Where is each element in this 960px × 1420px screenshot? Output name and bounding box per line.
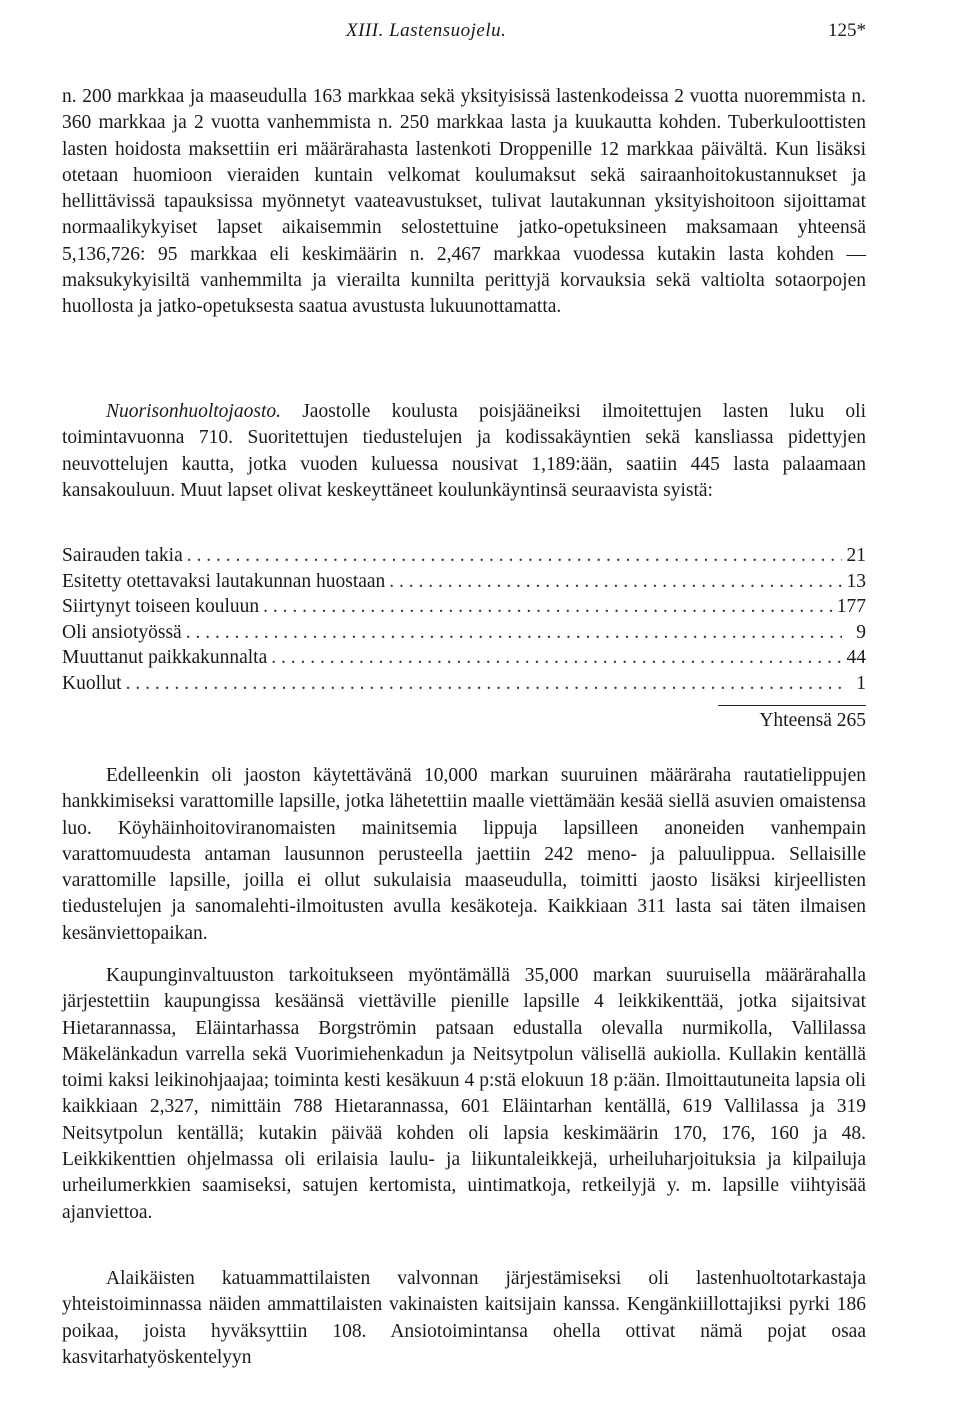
table-row: [62, 596, 866, 622]
section-lead-heading: Nuorisonhuoltojaosto.: [106, 401, 281, 422]
dropout-reasons-table: [62, 545, 866, 698]
table-row: [62, 571, 866, 597]
row-label: Esitetty otettavaksi lautakunnan huostaan: [62, 570, 386, 592]
row-value: 1: [856, 672, 866, 694]
paragraph-5: Alaikäisten katuammattilaisten valvonnan järjestämiseksi oli lastenhuoltotarkastaja yhteistoiminnassa näiden ammattilaisten vakinaisten kaitsijain kanssa. Kengänkiillottajiksi pyrki 186 poikaa, joista hyväksyttiin 108. Ansiotoimintansa ohella ottivat nämä pojat osaa kasvitarhatyöskentelyyn: [62, 1268, 866, 1368]
row-label: Kuollut: [62, 672, 122, 694]
paragraph-4: Kaupunginvaltuuston tarkoitukseen myöntämällä 35,000 markan suuruisella määrärahalla järjestettiin kaupungissa kesäänsä viettäville pienille lapsille 4 leikkikenttää, jotka sijaitsivat Hietarannassa, Eläintarhassa Borgströmin patsaan edustalla olevalla nurmikolla, Vallilassa Mäkelänkadun varrella sekä Vuorimiehenkadun ja Neitsytpolun välisellä aukiolla. Kullakin kentällä toimi kaksi leikinohjaajaa; toiminta kesti kesäkuun 4 p:stä elokuun 18 p:ään. Ilmoittautuneita lapsia oli kaikkiaan 2,327, nimittäin 788 Hietarannassa, 601 Eläintarhan kentällä, 619 Vallilassa ja 319 Neitsytpolun kentällä; kutakin päivää kohden oli lapsia keskimäärin 170, 176, 160 ja 48. Leikkikenttien ohjelmassa oli erilaisia laulu- ja liikuntaleikkejä, urheiluharjoituksia ja kilpailuja urheilumerkkien saamiseksi, satujen kertomista, uintimatkoja, retkeilyjä y. m. lapsille viihtyisää ajanviettoa.: [62, 965, 866, 1223]
row-label: Oli ansiotyössä: [62, 621, 182, 643]
paragraph-3: Edelleenkin oli jaoston käytettävänä 10,000 markan suuruinen määräraha rautatielippujen hankkimiseksi varattomille lapsille, jotka lähetettiin maalle viettämään kesää siellä asuvien omaistensa luo. Köyhäinhoitoviranomaisten mainitsemia lippuja lapsilleen anoneiden vanhempain varattomuudesta antaman lausunnon perusteella jaettiin 242 meno- ja paluulippua. Sellaisille varattomille lapsille, joilla ei ollut sukulaisia maaseudulla, toimitti jaosto lisäksi kirjeellisten tiedustelujen ja sanomalehti-ilmoitusten avulla kesäkoteja. Kaikkiaan 311 lasta sai täten ilmaisen kesänviettopaikan.: [62, 765, 866, 944]
paragraph-2-text: Jaostolle koulusta poisjääneiksi ilmoitettujen lasten luku oli toimintavuonna 710. Suoritettujen tiedustelujen ja kodissakäyntien sekä kansliassa pidettyjen neuvottelujen kautta, jotka vuoden kuluessa nousivat 1,189:ään, saatiin 445 lasta palaamaan kansakouluun. Muut lapset olivat keskeyttäneet koulunkäyntinsä seuraavista syistä:: [62, 401, 866, 501]
table-row: [62, 622, 866, 648]
leader-dots: [271, 647, 842, 669]
leader-dots: [263, 596, 833, 618]
row-label: Siirtynyt toiseen kouluun: [62, 596, 260, 617]
leader-dots: [186, 622, 842, 644]
table-row: [62, 545, 866, 571]
leader-dots: [389, 571, 842, 593]
running-header: [62, 20, 866, 50]
leader-dots: [126, 673, 842, 695]
paragraph-1: n. 200 markkaa ja maaseudulla 163 markkaa sekä yksityisissä lastenkodeissa 2 vuotta nuoremmista n. 360 markkaa ja 2 vuotta vanhemmista n. 250 markkaa lasta ja kuukautta kohden. Tuberkuloottisten lasten hoidosta maksettiin eri määrärahasta lastenkoti Droppenille 12 markkaa päivältä. Kun lisäksi otetaan huomioon vieraiden kuntain velkomat koulumaksut sekä sairaanhoitokustannukset ja hellittävissä tapauksissa myönnetyt vaateavustukset, tulivat lautakunnan yksityishoitoon sijoittamat normaalikykyiset lapset aikaisemmin selostettuine jatko-opetuksineen maksamaan yhteensä 5,136,726: 95 markkaa eli keskimäärin n. 2,467 markkaa vuodessa kutakin lasta kohden — maksukykyisiltä vanhemmilta ja vierailta kunnilta perittyjä korvauksia sekä valtiolta sotaorpojen huollosta ja jatko-opetuksesta saatua avustusta lukuunottamatta.: [62, 86, 866, 318]
page-number: 125*: [828, 20, 866, 41]
total-rule: [718, 705, 866, 706]
row-value: 9: [856, 621, 866, 643]
row-value: 21: [846, 545, 866, 566]
table-row: [62, 673, 866, 699]
row-label: Muuttanut paikkakunnalta: [62, 647, 268, 668]
chapter-title: XIII. Lastensuojelu.: [346, 20, 507, 41]
table-total: Yhteensä 265: [759, 710, 866, 731]
row-value: 44: [846, 647, 866, 668]
table-row: [62, 647, 866, 673]
row-value: 177: [836, 596, 866, 617]
row-value: 13: [846, 570, 866, 592]
row-label: Sairauden takia: [62, 545, 183, 566]
leader-dots: [187, 545, 842, 567]
paragraph-youth-welfare: [62, 399, 866, 504]
